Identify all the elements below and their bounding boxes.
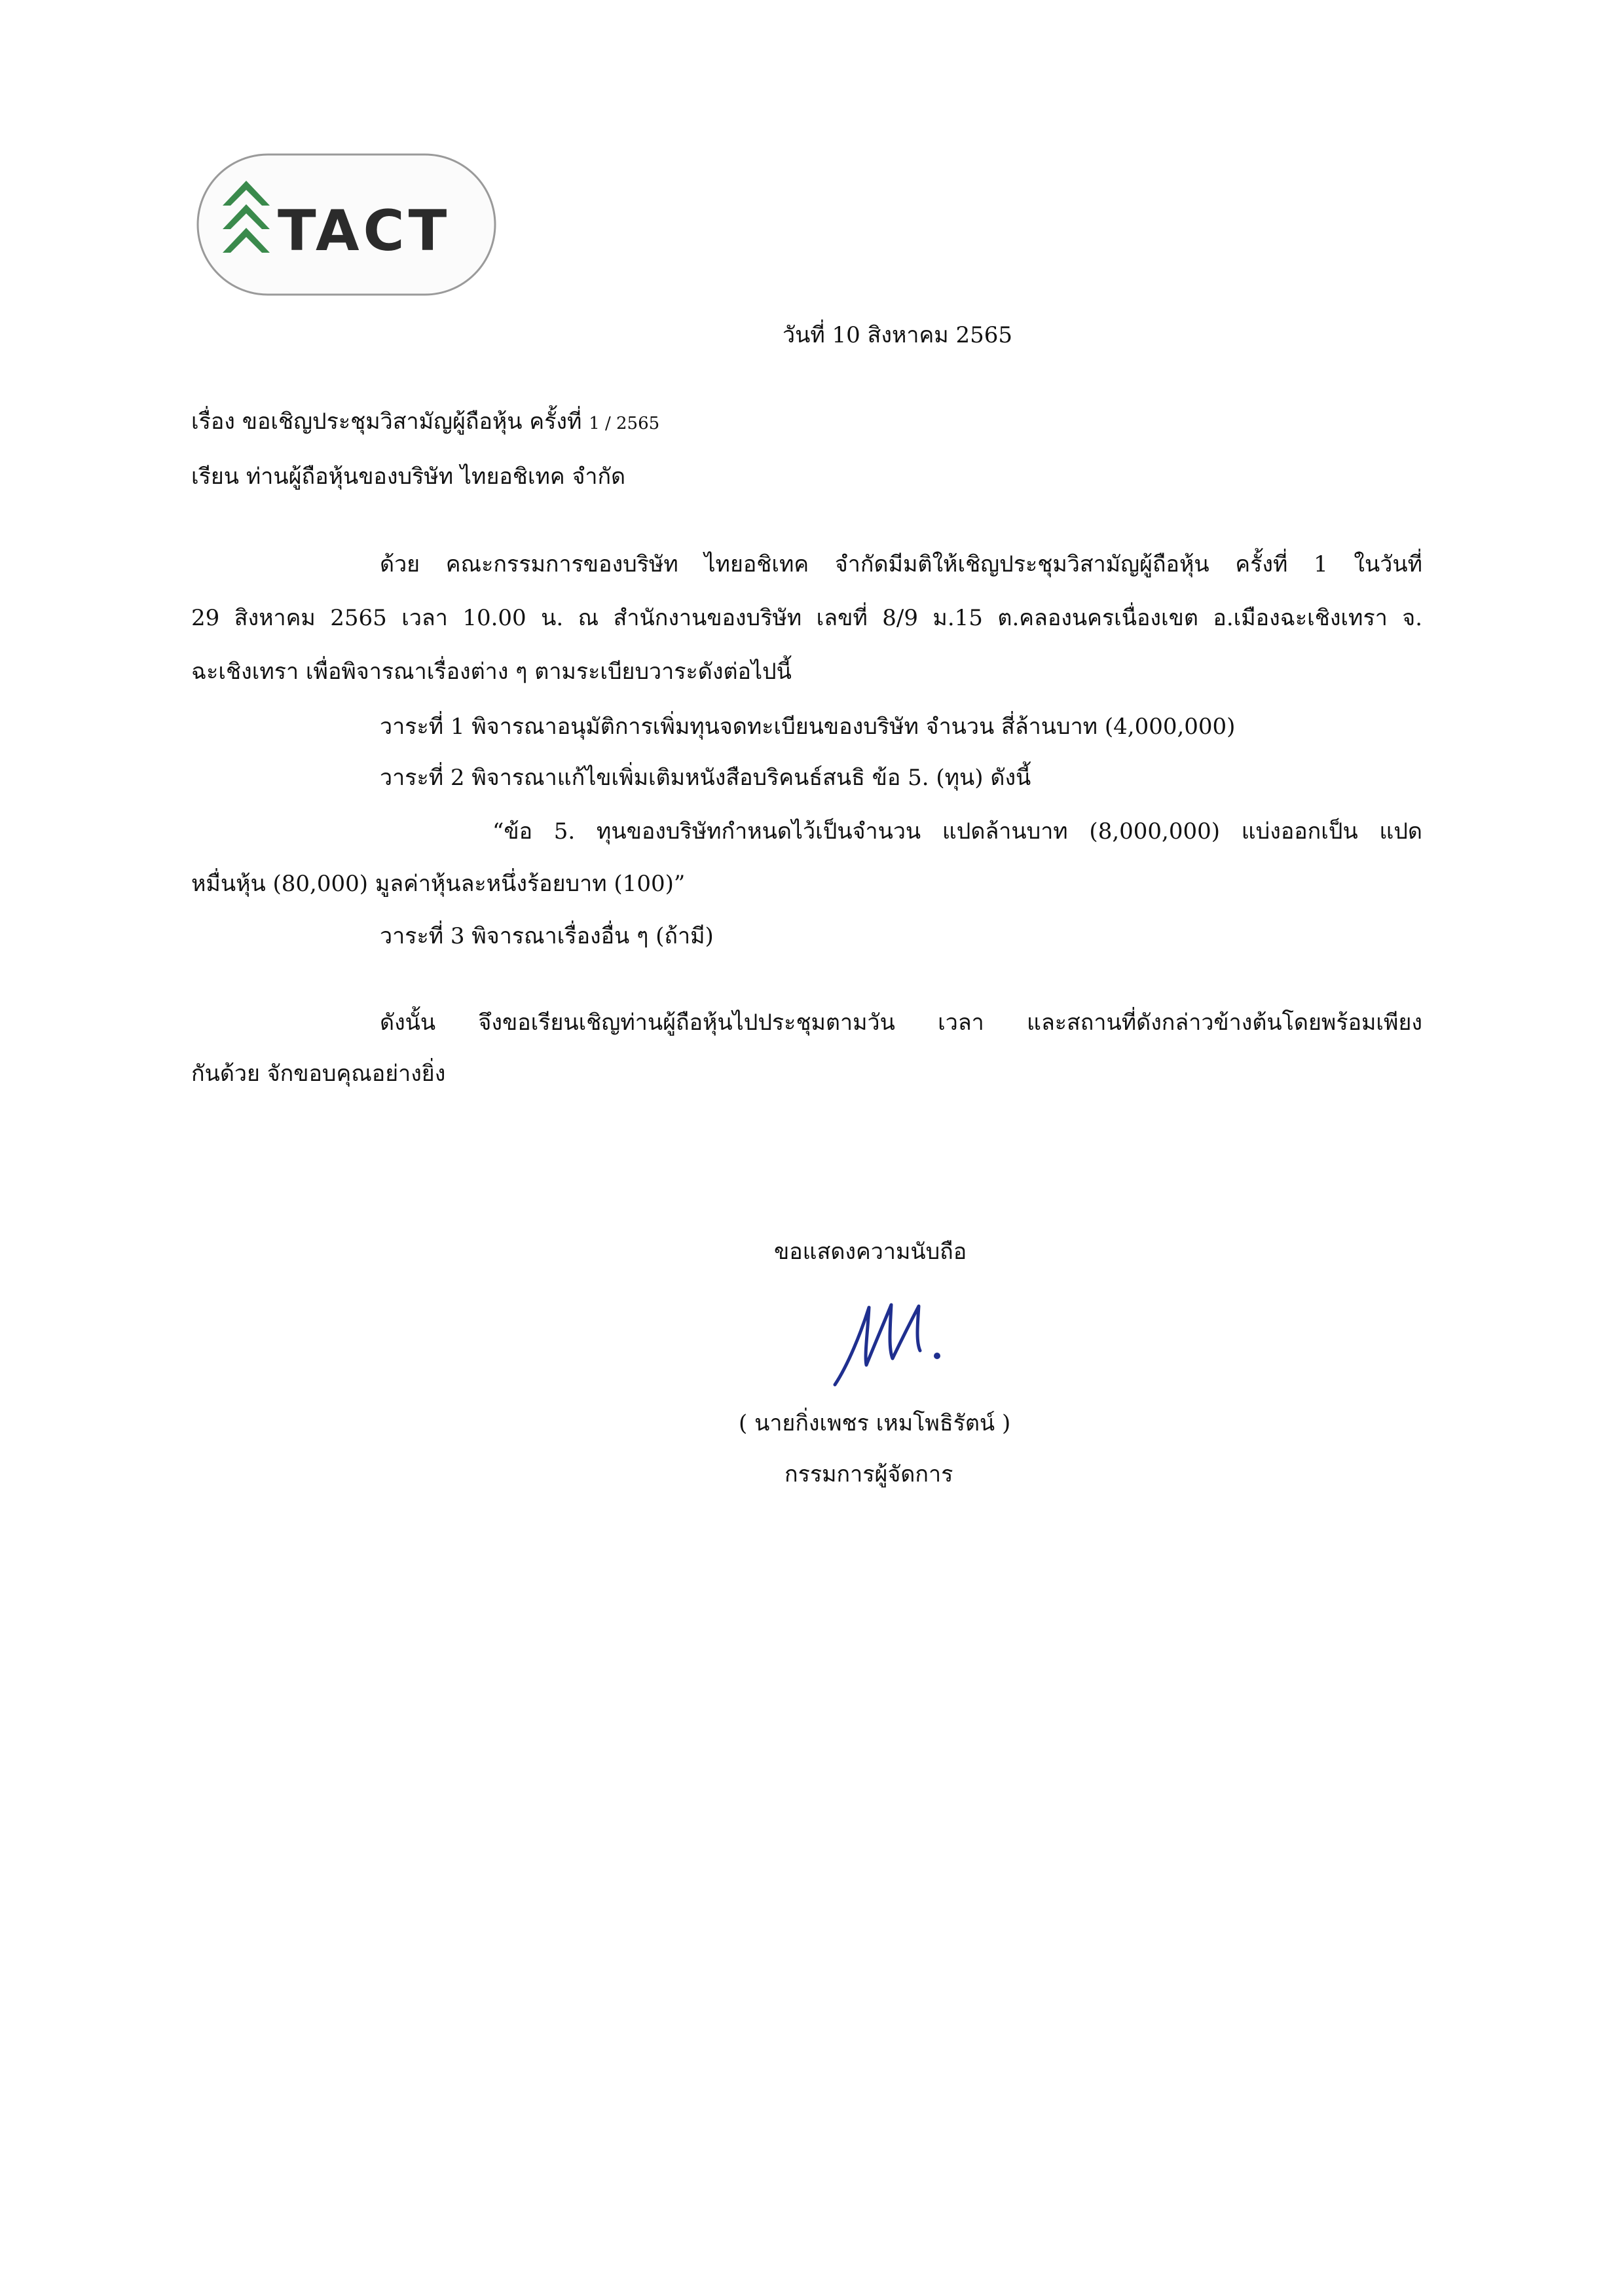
date-line: วันที่ 10 สิงหาคม 2565 — [783, 322, 1012, 348]
agenda-item-2: วาระที่ 2 พิจารณาแก้ไขเพิ่มเติมหนังสือบริคนธ์สนธิ ข้อ 5. (ทุน) ดังนี้ — [380, 765, 1031, 791]
company-logo — [195, 152, 498, 297]
subject-line — [191, 407, 659, 438]
agenda-item-3: วาระที่ 3 พิจารณาเรื่องอื่น ๆ (ถ้ามี) — [380, 923, 714, 949]
handwritten-signature — [828, 1293, 959, 1391]
agenda-quote-line-2: หมื่นหุ้น (80,000) มูลค่าหุ้นละหนึ่งร้อยบาท (100)” — [191, 871, 686, 897]
closing-line-1: ดังนั้น จึงขอเรียนเชิญท่านผู้ถือหุ้นไปประชุมตามวัน เวลา และสถานที่ดังกล่าวข้างต้นโดยพร้อมเพียง — [380, 1010, 1422, 1036]
recipient-text: ท่านผู้ถือหุ้นของบริษัท ไทยอชิเทค จำกัด — [246, 464, 626, 490]
signatory-name: ( นายกิ่งเพชร เหมโพธิรัตน์ ) — [739, 1410, 1011, 1436]
intro-line-3: ฉะเชิงเทรา เพื่อพิจารณาเรื่องต่าง ๆ ตามระเบียบวาระดังต่อไปนี้ — [191, 659, 792, 685]
logo-text: TACT — [278, 198, 451, 264]
regards-text: ขอแสดงความนับถือ — [774, 1239, 967, 1265]
intro-line-1: ด้วย คณะกรรมการของบริษัท ไทยอชิเทค จำกัดมีมติให้เชิญประชุมวิสามัญผู้ถือหุ้น ครั้งที่ 1 ในวันที่ — [380, 551, 1422, 577]
recipient-line — [191, 462, 625, 491]
meeting-number: 1 / 2565 — [589, 414, 660, 433]
closing-line-2: กันด้วย จักขอบคุณอย่างยิ่ง — [191, 1061, 446, 1087]
subject-text: ขอเชิญประชุมวิสามัญผู้ถือหุ้น ครั้งที่ — [242, 409, 582, 435]
intro-line-2: 29 สิงหาคม 2565 เวลา 10.00 น. ณ สำนักงานของบริษัท เลขที่ 8/9 ม.15 ต.คลองนครเนื่องเขต อ.เมืองฉะเชิงเทรา จ. — [191, 605, 1422, 631]
agenda-quote-line-1: “ข้อ 5. ทุนของบริษัทกำหนดไว้เป็นจำนวน แปดล้านบาท (8,000,000) แบ่งออกเป็น แปด — [492, 818, 1422, 845]
agenda-item-1: วาระที่ 1 พิจารณาอนุมัติการเพิ่มทุนจดทะเบียนของบริษัท จำนวน สี่ล้านบาท (4,000,000) — [380, 714, 1236, 740]
recipient-label: เรียน — [191, 464, 240, 490]
subject-label: เรื่อง — [191, 409, 235, 435]
signatory-position: กรรมการผู้จัดการ — [784, 1461, 953, 1487]
